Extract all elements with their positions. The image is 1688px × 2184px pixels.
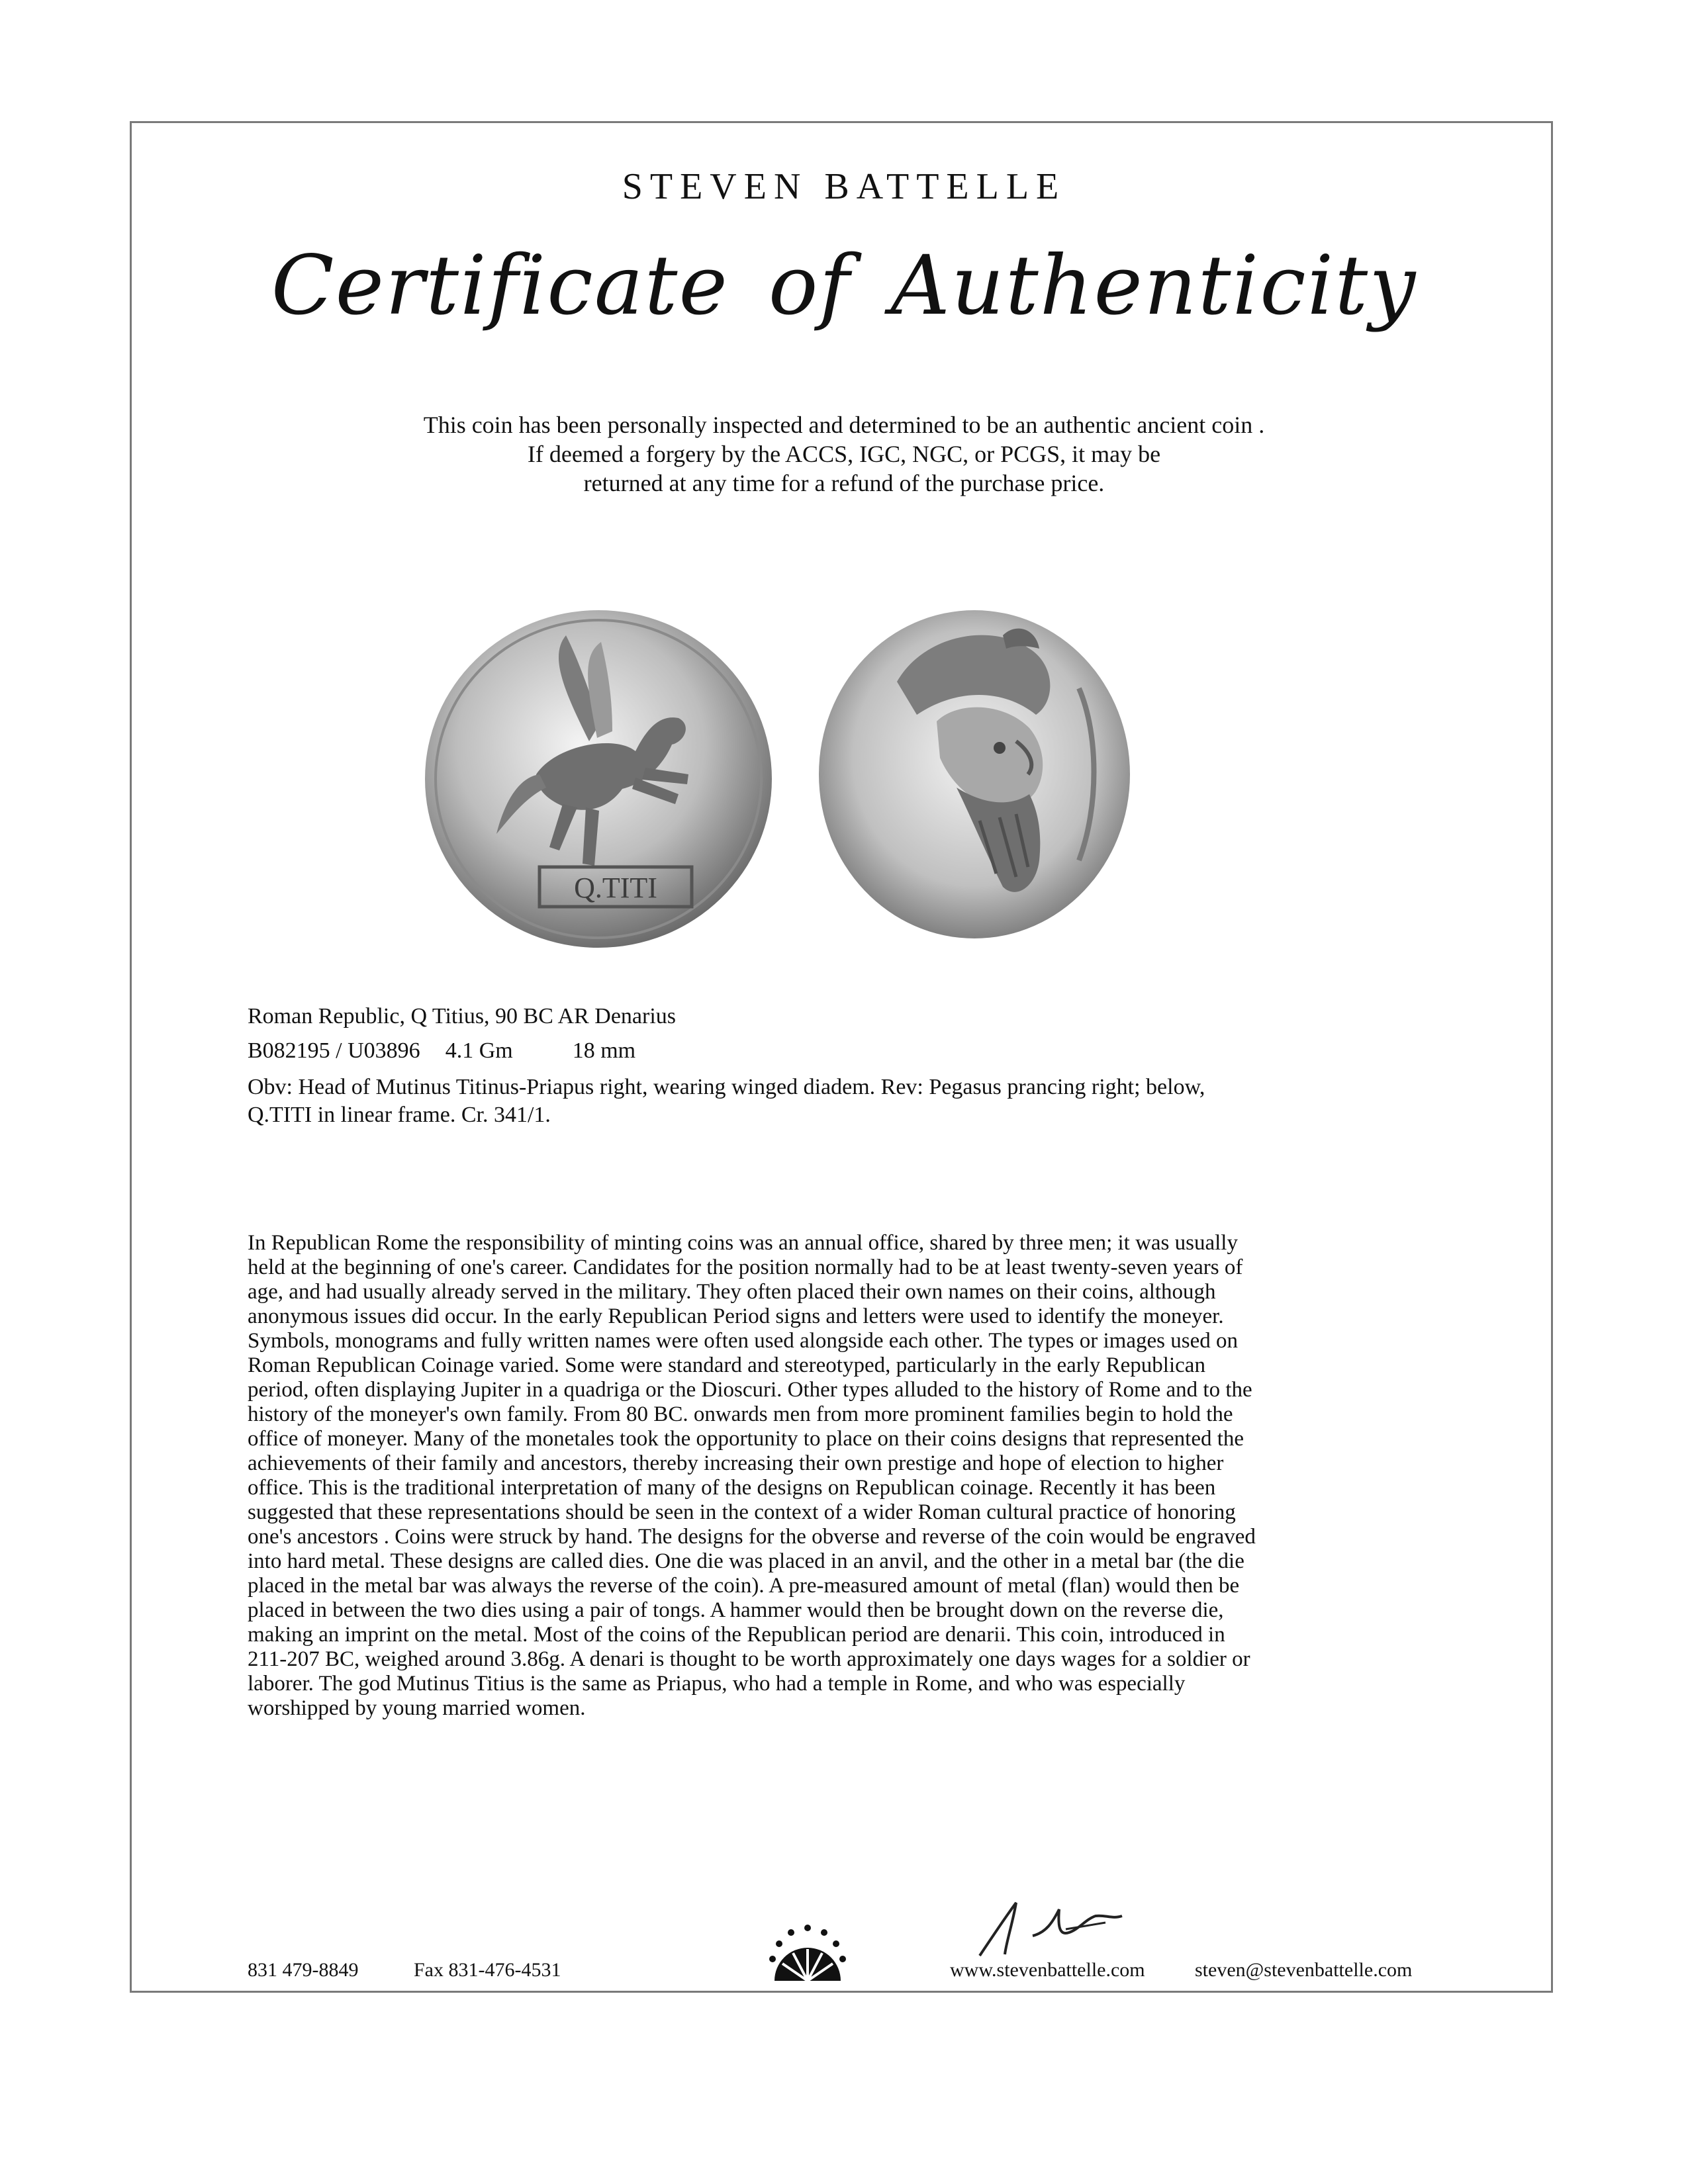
description-line: Q.TITI in linear frame. Cr. 341/1. xyxy=(248,1103,551,1127)
coin-name: Roman Republic, Q Titius, 90 BC AR Denarius xyxy=(248,1004,676,1028)
history-line: making an imprint on the metal. Most of the coins of the Republican period are denarii. This coin, introduced in xyxy=(248,1623,1225,1647)
certificate-title xyxy=(0,238,1688,334)
history-line: office of moneyer. Many of the monetales took the opportunity to place on their coins designs that represented the xyxy=(248,1427,1244,1451)
stock-number: B082195 / U03896 xyxy=(248,1038,420,1063)
coin-description xyxy=(248,1073,1205,1129)
history-line: held at the beginning of one's career. Candidates for the position normally had to be at least twenty-seven years of xyxy=(248,1255,1243,1279)
history-line: Roman Republican Coinage varied. Some were standard and stereotyped, particularly in the early Republican xyxy=(248,1353,1205,1377)
statement-line: returned at any time for a refund of the purchase price. xyxy=(583,470,1105,496)
title-word-authenticity: Authenticity xyxy=(890,238,1417,334)
history-line: into hard metal. These designs are called dies. One die was placed in an anvil, and the other in a metal bar (the die xyxy=(248,1549,1244,1573)
statement-line: This coin has been personally inspected and determined to be an authentic ancient coin . xyxy=(423,412,1265,438)
history-line: placed in between the two dies using a pair of tongs. A hammer would then be brought down on the reverse die, xyxy=(248,1598,1224,1622)
coin-diameter: 18 mm xyxy=(572,1038,636,1063)
history-line: placed in the metal bar was always the reverse of the coin). A pre-measured amount of metal (flan) would then be xyxy=(248,1574,1240,1598)
authenticity-statement xyxy=(0,410,1688,498)
history-line: anonymous issues did occur. In the early Republican Period signs and letters were used to identify the moneyer. xyxy=(248,1304,1224,1328)
coin-obverse-image xyxy=(424,609,773,949)
footer-fax: Fax 831-476-4531 xyxy=(414,1959,561,1981)
footer-website-link[interactable]: www.stevenbattelle.com xyxy=(950,1959,1145,1981)
history-line: In Republican Rome the responsibility of minting coins was an annual office, shared by three men; it was usually xyxy=(248,1231,1238,1255)
history-line: 211-207 BC, weighed around 3.86g. A denari is thought to be worth approximately one days wages for a soldier or xyxy=(248,1647,1250,1671)
history-line: worshipped by young married women. xyxy=(248,1696,586,1720)
history-line: suggested that these representations should be seen in the context of a wider Roman cultural practice of honoring xyxy=(248,1500,1236,1524)
footer-email-link[interactable]: steven@stevenbattelle.com xyxy=(1195,1959,1413,1981)
title-word-of: of xyxy=(768,238,851,334)
brand-name: STEVEN BATTELLE xyxy=(622,166,1066,207)
history-line: Symbols, monograms and fully written names were often used alongside each other. The types or images used on xyxy=(248,1329,1238,1353)
history-line: laborer. The god Mutinus Titius is the same as Priapus, who had a temple in Rome, and who was especially xyxy=(248,1672,1186,1696)
footer-phone: 831 479-8849 xyxy=(248,1959,359,1981)
history-line: period, often displaying Jupiter in a quadriga or the Dioscuri. Other types alluded to the history of Rome and to the xyxy=(248,1378,1252,1402)
obverse-inscription: Q.TITI xyxy=(574,872,657,904)
coin-details xyxy=(248,999,1205,1129)
coin-specs xyxy=(248,1034,1205,1068)
coin-weight: 4.1 Gm xyxy=(445,1038,513,1063)
history-line: one's ancestors . Coins were struck by hand. The designs for the obverse and reverse of the coin would be engraved xyxy=(248,1525,1256,1549)
title-word-certificate: Certificate xyxy=(271,238,729,334)
history-paragraph xyxy=(248,1231,1413,1721)
history-line: office. This is the traditional interpretation of many of the designs on Republican coinage. Recently it has been xyxy=(248,1476,1216,1500)
history-line: age, and had usually already served in the military. They often placed their own names on their coins, although xyxy=(248,1280,1216,1304)
sunburst-logo-icon xyxy=(768,1923,847,1982)
coin-reverse-image xyxy=(818,609,1132,940)
statement-line: If deemed a forgery by the ACCS, IGC, NGC, or PCGS, it may be xyxy=(527,441,1161,467)
history-line: history of the moneyer's own family. From 80 BC. onwards men from more prominent families begin to hold the xyxy=(248,1402,1233,1426)
description-line: Obv: Head of Mutinus Titinus-Priapus right, wearing winged diadem. Rev: Pegasus prancing right; below, xyxy=(248,1075,1205,1099)
signature-icon xyxy=(953,1896,1172,1962)
history-line: achievements of their family and ancestors, thereby increasing their own prestige and hope of election to higher xyxy=(248,1451,1224,1475)
